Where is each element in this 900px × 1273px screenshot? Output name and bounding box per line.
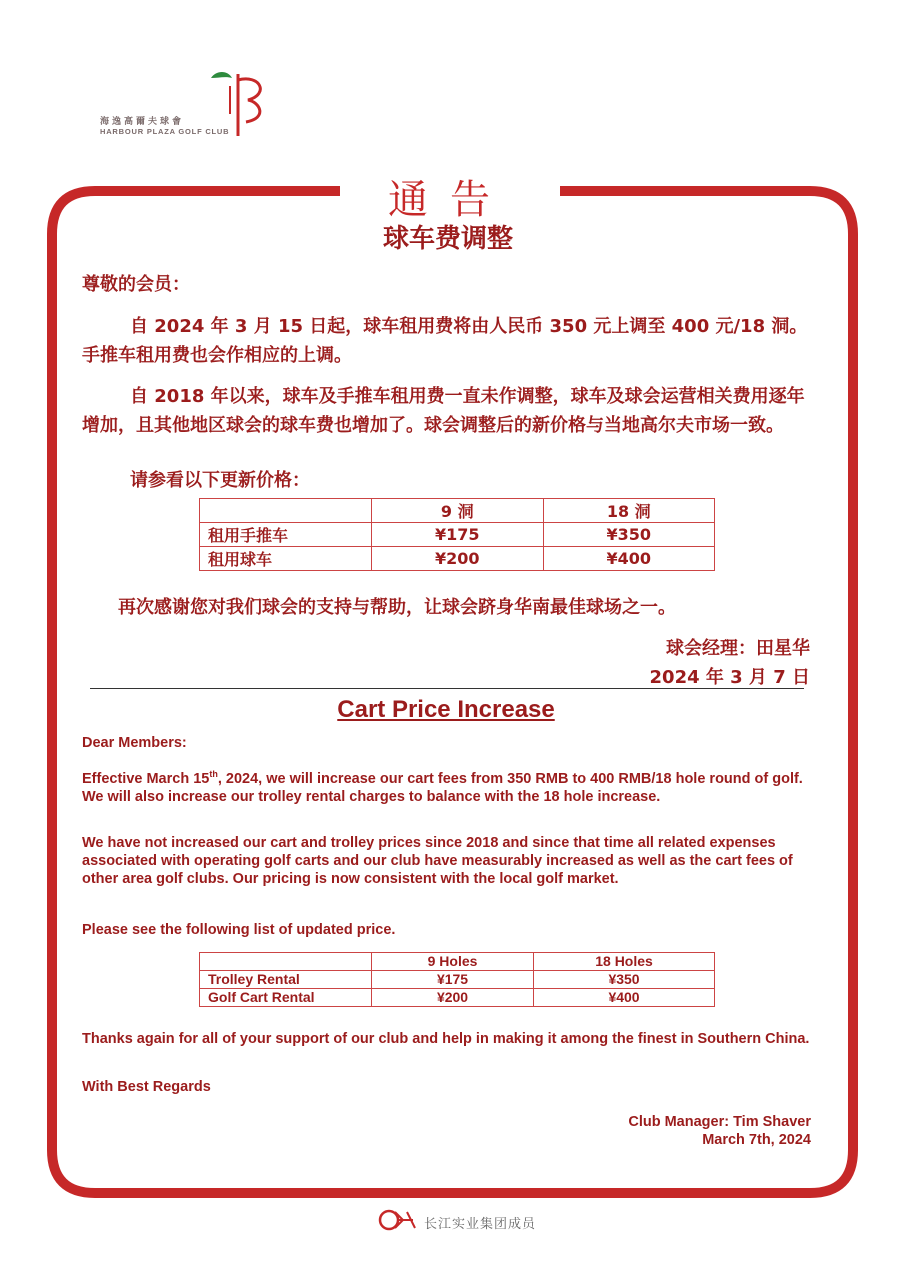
table-row — [200, 523, 715, 547]
table-cell — [200, 953, 372, 971]
logo-name-en: HARBOUR PLAZA GOLF CLUB — [100, 127, 230, 136]
signature-block-cn — [560, 634, 810, 692]
paragraph2-cn: 自 2018 年以来，球车及手推车租用费一直未作调整，球车及球会运营相关费用逐年增加，且其他地区球会的球车费也增加了。球会调整后的新价格与当地高尔夫市场一致。 — [82, 386, 805, 436]
please-see-en: Please see the following list of updated price. — [82, 922, 396, 938]
divider — [90, 688, 804, 689]
table-cell: ¥175 — [372, 523, 544, 547]
price-table-cn — [199, 498, 715, 571]
table-cell: ¥350 — [534, 971, 715, 989]
notice-title: 通告 — [388, 177, 512, 223]
thanks-en: Thanks again for all of your support of our club and help in making it among the finest in Southern China. — [82, 1031, 810, 1047]
price-table-en — [199, 952, 715, 1007]
date-en: March 7th, 2024 — [702, 1132, 811, 1148]
table-cell: ¥400 — [543, 547, 715, 571]
table-cell: ¥200 — [372, 989, 534, 1007]
table-cell: Trolley Rental — [200, 971, 372, 989]
table-cell: ¥200 — [372, 547, 544, 571]
paragraph2-en: We have not increased our cart and trolley prices since 2018 and since that time all related expenses associated with operating golf carts and our club have measurably increased as well as the cart fees of other area golf clubs. Our pricing is now consistent with the local golf market. — [82, 835, 793, 887]
ck-group-logo-icon — [377, 1208, 419, 1232]
footer-text: 长江实业集团成员 — [424, 1216, 537, 1231]
table-header: 9 Holes — [372, 953, 534, 971]
date-cn: 2024 年 3 月 7 日 — [649, 667, 810, 688]
paragraph1-cn: 自 2024 年 3 月 15 日起，球车租用费将由人民币 350 元上调至 400 元/18 洞。手推车租用费也会作相应的上调。 — [82, 316, 808, 366]
table-cell: 租用球车 — [200, 547, 372, 571]
table-cell: Golf Cart Rental — [200, 989, 372, 1007]
regards-en: With Best Regards — [82, 1079, 211, 1095]
table-row — [200, 989, 715, 1007]
logo-name-cn: 海逸高爾夫球會 — [100, 116, 185, 126]
table-header-row — [200, 953, 715, 971]
table-cell: 租用手推车 — [200, 523, 372, 547]
table-cell: ¥400 — [534, 989, 715, 1007]
table-cell — [200, 499, 372, 523]
table-row — [200, 971, 715, 989]
table-header: 9 洞 — [372, 499, 544, 523]
table-cell: ¥175 — [372, 971, 534, 989]
table-cell: ¥350 — [543, 523, 715, 547]
subtitle-cn: 球车费调整 — [382, 223, 513, 253]
title-en: Cart Price Increase — [337, 696, 555, 723]
signature-en: Club Manager: Tim Shaver — [628, 1114, 811, 1130]
greeting-cn: 尊敬的会员： — [82, 274, 190, 295]
table-header: 18 洞 — [543, 499, 715, 523]
signature-block-en — [560, 1113, 811, 1149]
please-see-cn: 请参看以下更新价格： — [130, 470, 310, 491]
paragraph1-en: Effective March 15th, 2024, we will increase our cart fees from 350 RMB to 400 RMB/18 hole round of golf. We will also increase our trolley rental charges to balance with the 18 hole increase. — [82, 769, 803, 805]
table-row — [200, 547, 715, 571]
table-header-row — [200, 499, 715, 523]
greeting-en: Dear Members: — [82, 735, 187, 751]
signature-cn: 球会经理：田星华 — [666, 638, 810, 659]
table-header: 18 Holes — [534, 953, 715, 971]
thanks-cn: 再次感谢您对我们球会的支持与帮助，让球会跻身华南最佳球场之一。 — [118, 597, 676, 618]
